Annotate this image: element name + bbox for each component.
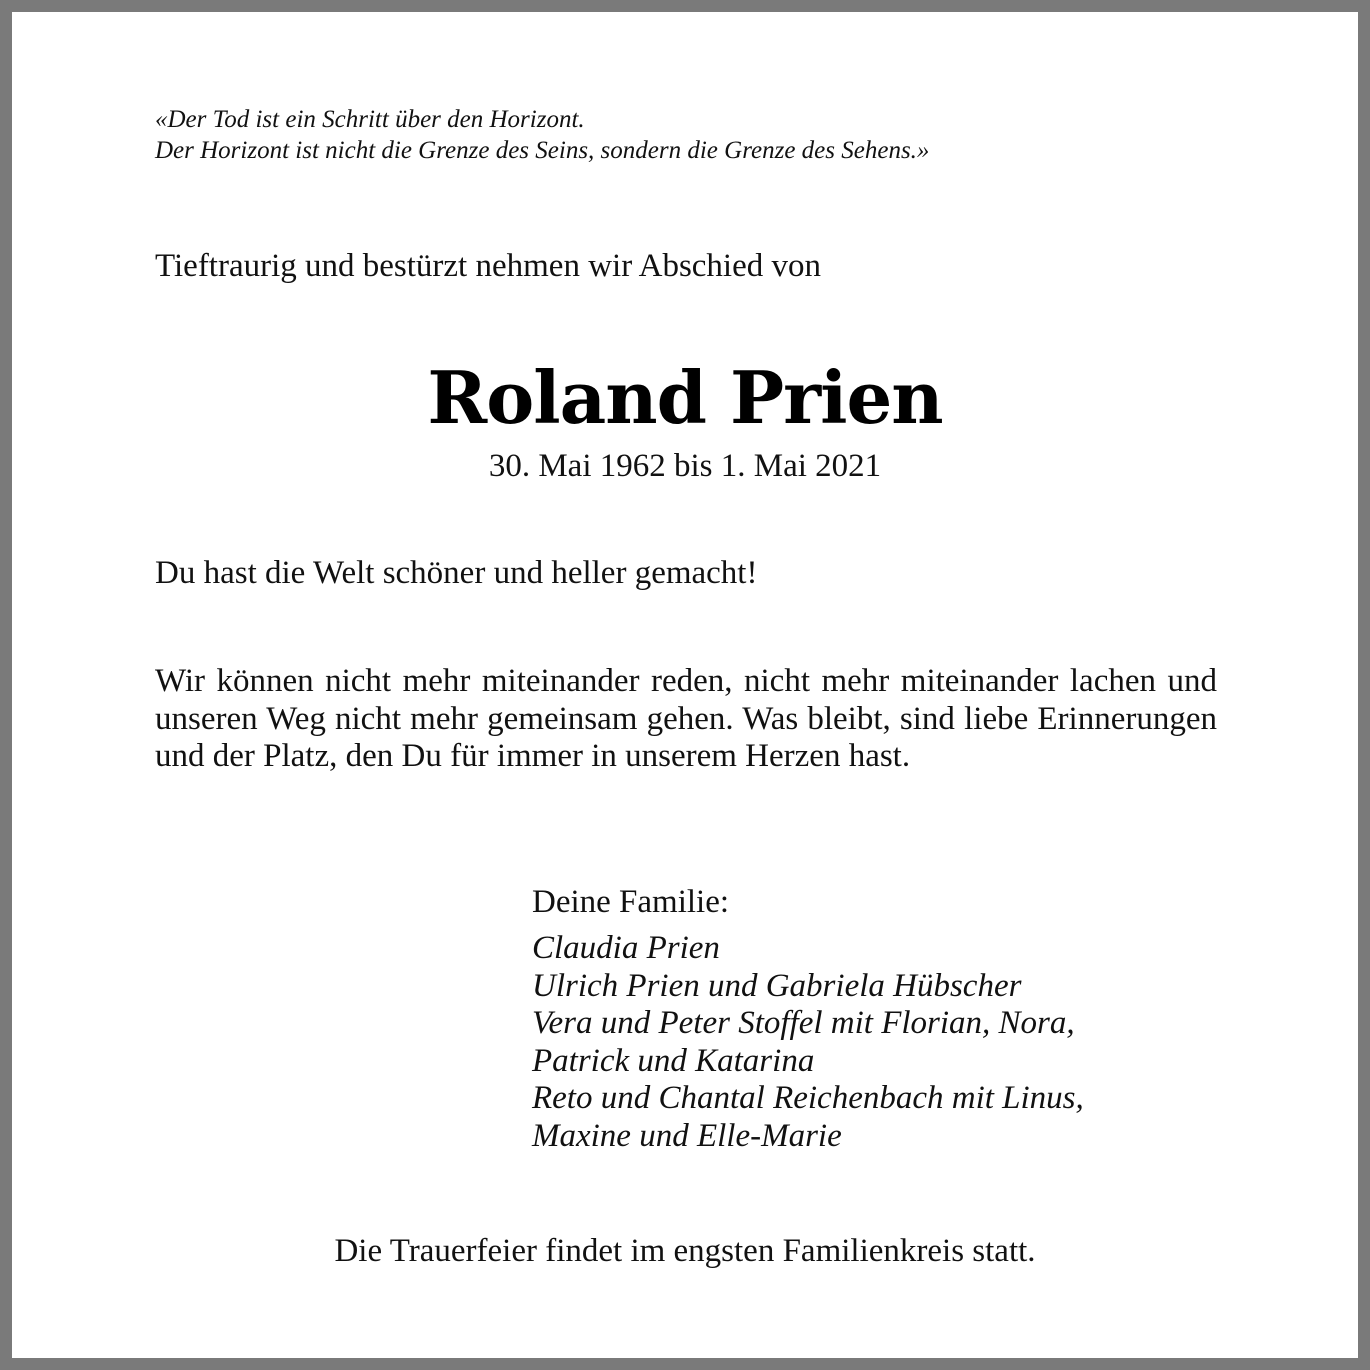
family-member: Maxine und Elle-Marie [532,1117,842,1154]
obituary-page [12,12,1358,1358]
motto-line: Der Horizont ist nicht die Grenze des Seins, sondern die Grenze des Sehens.» [155,137,930,164]
family-member: Claudia Prien [532,930,720,966]
family-member: Reto und Chantal Reichenbach mit Linus, [532,1080,1084,1116]
tribute-text: Du hast die Welt schöner und heller gemacht! [155,555,758,591]
life-dates: 30. Mai 1962 bis 1. Mai 2021 [488,448,882,484]
family-heading: Deine Familie: [532,884,730,920]
family-section [532,882,1332,1155]
closing-note: Die Trauerfeier findet im engsten Familienkreis statt. [334,1233,1036,1269]
family-members-list [532,930,1332,1155]
deceased-name: Roland Prien [427,355,943,440]
intro-text: Tieftraurig und bestürzt nehmen wir Abschied von [155,248,821,284]
motto-line: «Der Tod ist ein Schritt über den Horizont. [155,106,585,133]
family-member: Ulrich Prien und Gabriela Hübscher [532,967,1022,1004]
motto-quote [155,104,929,166]
message-paragraph: Wir können nicht mehr miteinander reden, nicht mehr miteinander lachen und unseren Weg nicht mehr gemeinsam gehen. Was bleibt, sind liebe Erinnerungen und der Platz, den Du für immer in unserem Herzen hast. [155,663,1217,774]
family-member: Patrick und Katarina [532,1042,815,1079]
family-member: Vera und Peter Stoffel mit Florian, Nora, [532,1005,1075,1041]
